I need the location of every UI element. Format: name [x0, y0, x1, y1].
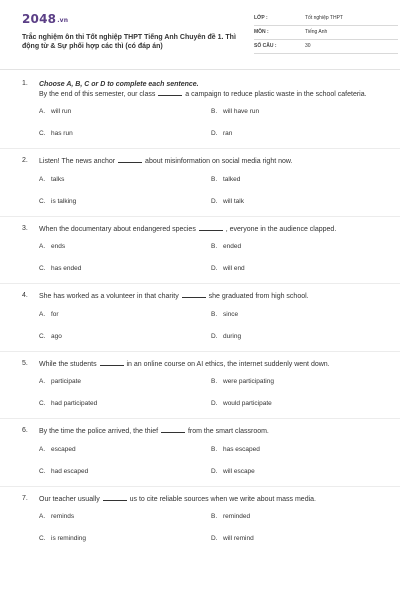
question-stem-after: a campaign to reduce plastic waste in the school cafeteria.: [185, 90, 367, 98]
option-text: participate: [51, 378, 81, 385]
question-separator: [0, 148, 400, 149]
question-number: 6.: [22, 427, 28, 434]
answer-blank: [100, 360, 124, 366]
answer-options: [39, 369, 378, 405]
question-stem-after: about misinformation on social media right now.: [145, 158, 293, 165]
header-divider: [0, 69, 400, 70]
option-text: will remind: [223, 535, 254, 542]
answer-blank: [103, 495, 127, 501]
option-text: will end: [223, 265, 245, 272]
question-item: [22, 80, 378, 149]
question-number: 3.: [22, 224, 28, 232]
option-a[interactable]: [39, 108, 71, 115]
option-letter: A.: [39, 445, 46, 453]
question-text: [39, 427, 378, 437]
option-c[interactable]: [39, 265, 81, 272]
question-number: 1.: [22, 80, 28, 87]
option-letter: A.: [39, 310, 46, 318]
answer-options: [39, 167, 378, 203]
option-letter: D.: [211, 130, 218, 137]
question-stem-before: By the time the police arrived, the thief: [39, 428, 159, 435]
question-item: [22, 427, 378, 487]
option-text: ends: [51, 243, 66, 250]
question-stem-before: By the end of this semester, our class: [39, 90, 156, 98]
option-letter: C.: [39, 197, 46, 205]
option-letter: C.: [39, 467, 46, 475]
option-c[interactable]: [39, 468, 88, 475]
meta-key: MÔN :: [254, 29, 269, 35]
question-text: [39, 80, 378, 99]
option-text: talked: [223, 175, 241, 183]
option-c[interactable]: [39, 333, 62, 340]
question-stem-before: Listen! The news anchor: [39, 158, 116, 165]
option-text: escaped: [51, 445, 76, 453]
page-header: [22, 12, 382, 66]
question-stem-after: in an online course on AI ethics, the internet suddenly went down.: [126, 360, 330, 368]
question-item: [22, 360, 378, 420]
option-letter: D.: [211, 400, 218, 407]
site-logo[interactable]: [22, 12, 68, 26]
option-text: during: [223, 332, 242, 340]
option-letter: B.: [211, 243, 218, 250]
option-letter: C.: [39, 535, 46, 542]
question-stem-after: from the smart classroom.: [187, 428, 269, 435]
option-letter: D.: [211, 535, 218, 542]
answer-blank: [182, 292, 206, 298]
meta-row-class: [254, 12, 398, 26]
question-separator: [0, 351, 400, 352]
question-number: 7.: [22, 494, 28, 502]
question-text: [39, 495, 378, 505]
option-text: has escaped: [223, 445, 260, 453]
logo-text: 2048: [22, 12, 57, 26]
option-letter: A.: [39, 175, 46, 183]
question-item: [22, 157, 378, 217]
answer-options: [39, 302, 378, 338]
option-text: ran: [223, 130, 233, 137]
option-text: for: [51, 310, 59, 318]
question-stem-before: Our teacher usually: [39, 495, 100, 503]
meta-key: LỚP :: [254, 15, 268, 21]
option-text: will have run: [223, 108, 260, 115]
option-letter: C.: [39, 265, 46, 272]
option-c[interactable]: [39, 400, 97, 407]
option-letter: A.: [39, 108, 46, 115]
option-text: is talking: [51, 197, 77, 205]
meta-value: Tiếng Anh: [305, 29, 328, 35]
question-separator: [0, 283, 400, 284]
option-text: has run: [51, 130, 73, 137]
question-separator: [0, 418, 400, 419]
option-b[interactable]: [211, 311, 238, 318]
option-letter: A.: [39, 513, 46, 520]
option-letter: B.: [211, 175, 218, 183]
question-list: [22, 80, 378, 540]
question-item: [22, 495, 378, 541]
option-d[interactable]: [211, 535, 254, 542]
option-c[interactable]: [39, 535, 86, 542]
option-letter: A.: [39, 378, 46, 385]
option-text: had participated: [51, 400, 98, 407]
answer-blank: [118, 157, 142, 163]
option-letter: B.: [211, 378, 218, 385]
option-letter: B.: [211, 513, 218, 520]
question-text: [39, 157, 378, 167]
option-text: will escape: [223, 467, 255, 475]
option-text: ago: [51, 332, 62, 340]
logo-suffix: .vn: [57, 17, 69, 24]
option-text: were participating: [223, 378, 274, 385]
option-d[interactable]: [211, 333, 241, 340]
option-letter: D.: [211, 332, 218, 340]
option-text: will talk: [223, 197, 244, 205]
answer-blank: [199, 225, 223, 231]
option-a[interactable]: [39, 176, 64, 183]
answer-blank: [161, 427, 185, 433]
question-stem-after: us to cite reliable sources when we write about mass media.: [129, 495, 316, 503]
option-text: since: [223, 310, 239, 318]
meta-row-count: [254, 40, 398, 54]
option-text: reminds: [51, 513, 75, 520]
option-letter: A.: [39, 243, 46, 250]
option-a[interactable]: [39, 513, 74, 520]
meta-row-subject: [254, 26, 398, 40]
answer-blank: [158, 90, 182, 96]
question-item: [22, 292, 378, 352]
answer-options: [39, 99, 378, 135]
question-stem-before: When the documentary about endangered species: [39, 225, 196, 233]
question-separator: [0, 216, 400, 217]
option-text: talks: [51, 175, 65, 183]
option-d[interactable]: [211, 468, 255, 475]
question-number: 4.: [22, 292, 28, 299]
option-letter: B.: [211, 108, 218, 115]
question-item: [22, 225, 378, 285]
option-c[interactable]: [39, 198, 76, 205]
option-letter: C.: [39, 400, 46, 407]
option-a[interactable]: [39, 378, 81, 385]
option-b[interactable]: [211, 176, 240, 183]
option-d[interactable]: [211, 198, 244, 205]
option-text: had escaped: [51, 467, 89, 475]
question-number: 5.: [22, 359, 28, 367]
option-c[interactable]: [39, 130, 73, 137]
question-stem-after: , everyone in the audience clapped.: [225, 225, 337, 233]
option-a[interactable]: [39, 311, 59, 318]
option-a[interactable]: [39, 446, 76, 453]
option-d[interactable]: [211, 130, 232, 137]
option-d[interactable]: [211, 265, 245, 272]
option-a[interactable]: [39, 243, 65, 250]
question-stem-before: She has worked as a volunteer in that charity: [39, 293, 179, 300]
document-meta: [254, 12, 398, 54]
question-text: [39, 360, 378, 370]
question-separator: [0, 486, 400, 487]
option-letter: D.: [211, 467, 218, 475]
option-text: ended: [223, 243, 242, 250]
option-letter: B.: [211, 445, 218, 453]
option-b[interactable]: [211, 243, 241, 250]
option-text: has ended: [51, 265, 82, 272]
option-b[interactable]: [211, 446, 260, 453]
option-letter: D.: [211, 197, 218, 205]
question-instruction: Choose A, B, C or D to complete each sentence.: [39, 81, 199, 88]
answer-options: [39, 234, 378, 270]
option-d[interactable]: [211, 400, 272, 407]
option-letter: D.: [211, 265, 218, 272]
document-title: Trắc nghiệm ôn thi Tốt nghiệp THPT Tiếng Anh Chuyên đề 1. Thì động từ & Sự phối hợp các thì (có đáp án): [22, 34, 236, 50]
meta-key: SỐ CÂU :: [254, 43, 277, 49]
answer-options: [39, 504, 378, 540]
meta-value: Tốt nghiệp THPT: [305, 15, 343, 21]
option-letter: C.: [39, 332, 46, 340]
question-text: [39, 292, 378, 302]
option-b[interactable]: [211, 513, 250, 520]
question-number: 2.: [22, 157, 28, 164]
option-b[interactable]: [211, 378, 274, 385]
option-text: is reminding: [51, 535, 87, 542]
option-text: will run: [51, 108, 72, 115]
answer-options: [39, 437, 378, 473]
question-stem-after: she graduated from high school.: [208, 293, 309, 300]
question-text: [39, 225, 378, 235]
question-stem-before: While the students: [39, 360, 97, 368]
option-b[interactable]: [211, 108, 259, 115]
meta-value: 30: [305, 43, 311, 49]
option-text: would participate: [223, 400, 272, 407]
option-letter: B.: [211, 310, 218, 318]
option-letter: C.: [39, 130, 46, 137]
option-text: reminded: [223, 513, 251, 520]
